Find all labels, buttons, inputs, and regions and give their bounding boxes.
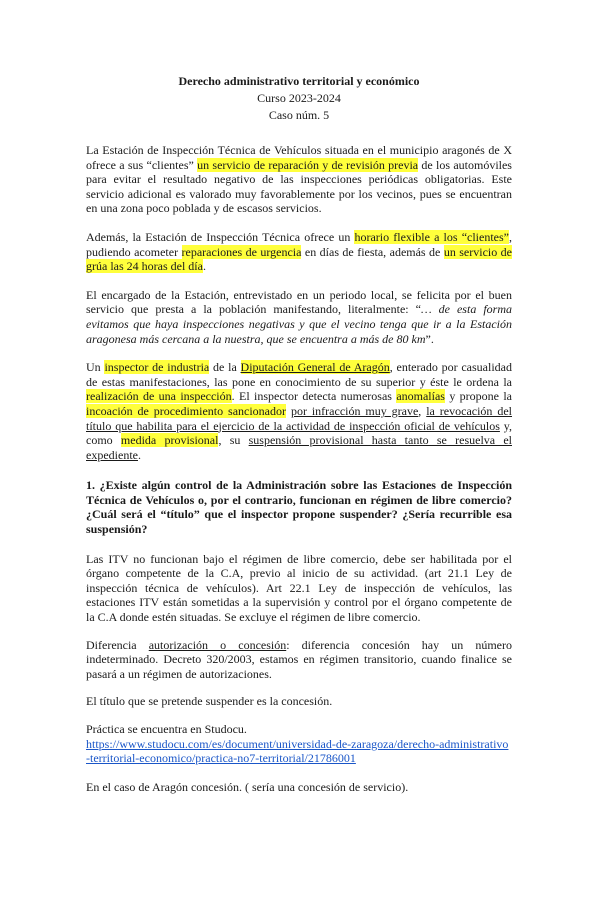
underlined-text: por infracción muy grave — [290, 403, 419, 418]
text-run: Además, la Estación de Inspección Técnica ofrece un — [86, 229, 355, 244]
text-run: Un — [86, 360, 105, 375]
highlighted-text: un servicio de grúa las 24 horas del día — [86, 244, 513, 274]
text-run: , enterado por casualidad de estas manifestaciones, las pone en conocimiento de su superior y éste le ordena la — [86, 360, 512, 389]
paragraph-3 — [86, 288, 512, 346]
highlighted-text: inspector de industria — [104, 360, 210, 375]
highlighted-text: anomalías — [396, 389, 445, 404]
text-run: y, como — [86, 418, 512, 448]
highlighted-text: un servicio de reparación y de revisión previa — [197, 157, 419, 172]
answer-paragraph-1: Las ITV no funcionan bajo el régimen de libre comercio, debe ser habilitada por el órgano competente de la C.A, previo al inicio de su actividad. (art 21.1 Ley de inspección técnica de vehículos). Art 22.1 Ley de inspección de vehículos, las estaciones ITV están sometidas a la supervisión y control por el órgano competente de la C.A donde estén situadas. Se excluye el régimen de libre comercio. — [86, 551, 512, 625]
text-run: Diferencia — [86, 637, 149, 652]
answer-paragraph-2 — [86, 638, 512, 682]
text-run: . El inspector detecta numerosas — [231, 389, 397, 404]
answer-paragraph-3: El título que se pretende suspender es la concesión. — [86, 694, 333, 709]
underlined-text: autorización o concesión — [148, 637, 287, 652]
highlighted-text: medida provisional — [120, 433, 219, 448]
text-run: de la — [209, 360, 241, 375]
document-title: Derecho administrativo territorial y económico — [178, 74, 420, 88]
quote-italic: … de esta forma evitamos que haya inspecciones negativas y que el vecino tenga que ir a la Estación aragonesa más cercana a la nuestra, que se encuentra a más de 80 km — [86, 302, 512, 346]
course-line: Curso 2023-2024 — [257, 91, 341, 105]
text-run: . — [137, 447, 141, 462]
text-run: El encargado de la Estación, entrevistado en un periodo local, se felicita por el buen servicio que presta a la población manifestando, literalmente: “ — [86, 287, 512, 317]
paragraph-1 — [86, 143, 512, 216]
text-run: , su — [218, 433, 249, 448]
paragraph-4 — [86, 360, 512, 462]
document-page — [0, 73, 600, 921]
text-run: , — [418, 403, 427, 418]
highlighted-text: incoación de procedimiento sancionador — [86, 403, 287, 418]
question-1: 1. ¿Existe algún control de la Administración sobre las Estaciones de Inspección Técnica de Vehículos o, por el contrario, funcionan en régimen de libre comercio? ¿Cuál será el “título” que el inspector propone suspender? ¿Sería recurrible esa suspensión? — [86, 478, 512, 537]
text-run: Práctica se encuentra en Studocu. — [86, 722, 247, 736]
highlighted-text: horario flexible a los “clientes” — [354, 229, 509, 244]
case-number: Caso núm. 5 — [268, 108, 330, 122]
text-run: : diferencia concesión hay un número indeterminado. Decreto 320/2003, estamos en régimen transitorio, cuando finalice se pasará a un régimen de autorizaciones. — [86, 637, 512, 681]
text-run: , pudiendo acometer — [86, 229, 512, 259]
highlighted-text: Diputación General de Aragón — [240, 360, 390, 375]
answer-paragraph-4 — [86, 722, 512, 766]
highlighted-text: reparaciones de urgencia — [181, 244, 302, 259]
text-run: . — [202, 259, 206, 274]
underlined-text: suspensión provisional hasta tanto se resuelva el expediente — [86, 433, 512, 462]
text-run: La Estación de Inspección Técnica de Vehículos situada en el municipio aragonés de X ofrece a sus “clientes” — [86, 143, 512, 172]
highlighted-text: realización de una inspección — [86, 389, 232, 404]
studocu-link[interactable]: https://www.studocu.com/es/document/universidad-de-zaragoza/derecho-administrativo-territorial-economico/practica-no7-territorial/21786001 — [86, 736, 509, 766]
underlined-text: la revocación del título que habilita para el ejercicio de la actividad de inspección oficial de vehículos — [86, 403, 513, 433]
text-run: y propone la — [444, 389, 512, 404]
paragraph-2 — [86, 230, 512, 274]
text-run: en días de fiesta, además de — [301, 244, 444, 259]
text-run: de los automóviles para evitar el resultado negativo de las inspecciones periódicas obligatorias. Este servicio adicional es valorado muy favorablemente por los vecinos, pues se encuentran en una zona poco poblada y de escasos servicios. — [86, 157, 512, 216]
text-run: ”. — [425, 331, 434, 346]
answer-paragraph-5: En el caso de Aragón concesión. ( sería una concesión de servicio). — [86, 779, 409, 794]
